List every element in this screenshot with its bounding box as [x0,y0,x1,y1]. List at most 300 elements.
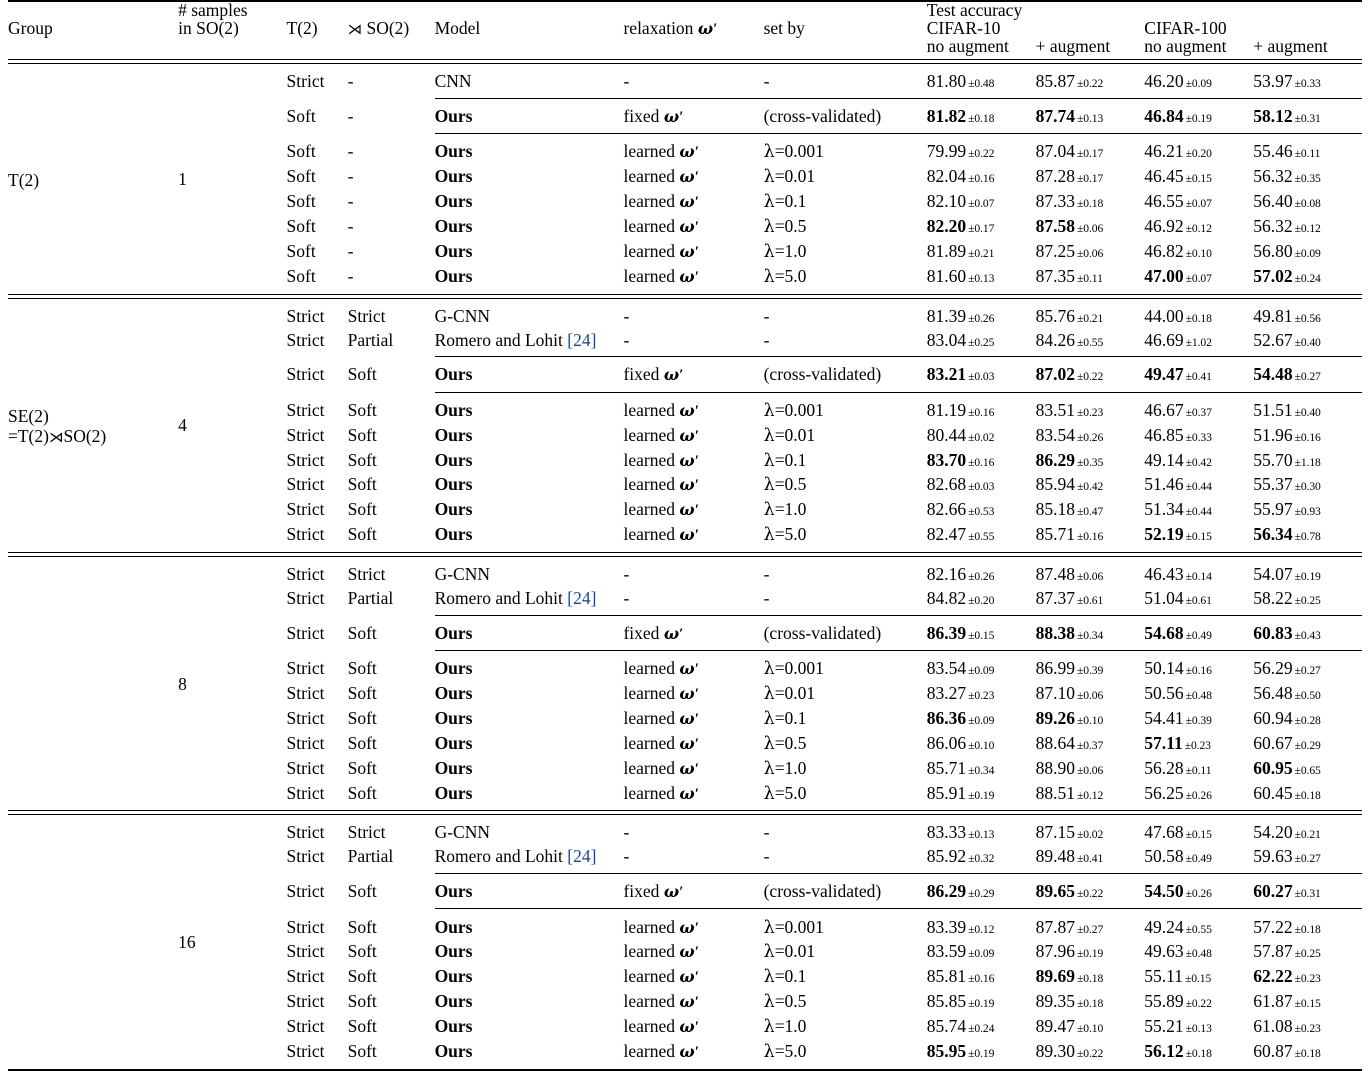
cell-accuracy: 49.14 ±0.42 [1144,449,1212,470]
cell-relaxation: fixed ω′ [623,881,684,902]
cell-so2: Soft [347,1016,377,1037]
cell-set-by: λ=0.1 [763,707,807,729]
cell-accuracy: 89.26 ±0.10 [1035,707,1104,728]
cell-t2: Strict [286,622,325,643]
cell-accuracy: 57.11 ±0.23 [1144,732,1211,753]
cell-so2: Strict [347,305,386,326]
cell-accuracy: 89.69 ±0.18 [1035,966,1104,987]
cell-stddev: ±0.06 [1077,222,1104,236]
cell-accuracy: 61.08 ±0.23 [1253,1016,1321,1037]
cell-t2: Strict [286,757,325,778]
cell-accuracy: 44.00 ±0.18 [1144,305,1212,326]
n-samples-value: 8 [178,673,187,694]
cell-t2: Strict [286,329,325,350]
cell-set-by: λ=0.001 [763,916,824,938]
cell-stddev: ±0.12 [1185,222,1212,236]
cell-accuracy: 57.87 ±0.25 [1253,941,1321,962]
cell-set-by: - [763,587,770,608]
cell-accuracy: 81.19 ±0.16 [926,399,995,420]
cell-stddev: ±0.15 [1185,972,1212,986]
cell-stddev: ±0.15 [1294,997,1321,1011]
header-cifar100-no-augment: no augment [1144,35,1227,56]
cell-stddev: ±0.65 [1294,763,1321,777]
cell-so2: Strict [347,822,386,843]
cell-stddev: ±0.07 [1185,197,1212,211]
cell-stddev: ±0.39 [1077,664,1104,678]
cell-accuracy: 87.02 ±0.22 [1035,364,1104,385]
cell-t2: Soft [286,191,316,212]
cell-model: Ours [434,399,473,420]
cell-accuracy: 56.12 ±0.18 [1144,1040,1212,1061]
cell-stddev: ±0.49 [1185,628,1212,642]
cell-accuracy: 60.83 ±0.43 [1253,622,1321,643]
cell-so2: Soft [347,941,377,962]
cell-t2: Strict [286,474,325,495]
cell-stddev: ±0.21 [1077,311,1104,325]
cell-stddev: ±0.09 [968,664,995,678]
citation-link: [24] [567,329,597,350]
cell-set-by: - [763,564,770,585]
cell-accuracy: 81.80 ±0.48 [926,71,995,92]
cell-stddev: ±0.16 [968,972,995,986]
cell-so2: Soft [347,499,377,520]
cell-so2: Soft [347,622,377,643]
cell-relaxation: learned ω′ [623,732,699,753]
header-top-spacer [287,2,927,20]
cell-accuracy: 46.69 ±1.02 [1144,329,1212,350]
cell-set-by: λ=0.1 [763,966,807,988]
cell-accuracy: 85.71 ±0.34 [926,757,995,778]
cell-accuracy: 56.80 ±0.09 [1253,240,1321,261]
cell-accuracy: 89.65 ±0.22 [1035,881,1104,902]
cell-accuracy: 88.38 ±0.34 [1035,622,1104,643]
cell-set-by: λ=0.5 [763,216,807,238]
cell-stddev: ±0.34 [968,763,995,777]
cell-stddev: ±0.12 [968,922,995,936]
cell-relaxation: - [623,822,630,843]
cell-model: Ours [434,881,473,902]
cell-t2: Strict [286,1016,325,1037]
cell-model: Ours [434,916,473,937]
cell-set-by: λ=1.0 [763,240,807,262]
cell-stddev: ±0.02 [1077,828,1104,842]
cell-stddev: ±0.27 [1294,664,1321,678]
cell-accuracy: 87.74 ±0.13 [1035,106,1104,127]
cell-t2: Strict [286,822,325,843]
cell-accuracy: 56.28 ±0.11 [1144,757,1212,778]
cell-stddev: ±0.78 [1294,530,1321,544]
cell-set-by: λ=0.5 [763,474,807,496]
cell-so2: - [347,141,354,162]
header-cifar100: CIFAR-100 [1144,17,1227,38]
cell-t2: Strict [286,499,325,520]
cell-accuracy: 50.58 ±0.49 [1144,846,1212,867]
cell-accuracy: 87.10 ±0.06 [1035,683,1104,704]
cell-t2: Strict [286,305,325,326]
cell-accuracy: 60.87 ±0.18 [1253,1040,1321,1061]
cell-stddev: ±0.19 [1185,112,1212,126]
cell-model: Ours [434,524,473,545]
cell-stddev: ±0.47 [1077,505,1104,519]
cell-t2: Strict [286,683,325,704]
cell-stddev: ±0.35 [1294,172,1321,186]
cell-accuracy: 86.29 ±0.35 [1035,449,1104,470]
cell-accuracy: 87.25 ±0.06 [1035,240,1104,261]
cell-stddev: ±0.25 [968,335,995,349]
cell-so2: Soft [347,474,377,495]
cell-model: Ours [434,991,473,1012]
cell-t2: Strict [286,449,325,470]
cell-stddev: ±0.25 [1294,593,1321,607]
cell-stddev: ±0.12 [1294,222,1321,236]
cell-set-by: - [763,822,770,843]
cell-set-by: λ=0.01 [763,166,816,188]
cell-t2: Strict [286,658,325,679]
header-cifar10-plus-augment: + augment [1035,35,1111,56]
cell-relaxation: - [623,564,630,585]
cell-stddev: ±0.06 [1077,246,1104,260]
cell-stddev: ±0.15 [1185,172,1212,186]
cell-accuracy: 56.29 ±0.27 [1253,658,1321,679]
cell-so2: Strict [347,564,386,585]
cell-relaxation: learned ω′ [623,683,699,704]
cell-stddev: ±0.18 [1294,1046,1321,1060]
cell-stddev: ±0.23 [1077,405,1104,419]
cell-so2: - [347,265,354,286]
cell-model: Ours [434,757,473,778]
cell-accuracy: 57.22 ±0.18 [1253,916,1321,937]
cell-accuracy: 55.11 ±0.15 [1144,966,1212,987]
cell-accuracy: 83.39 ±0.12 [926,916,995,937]
cell-accuracy: 89.48 ±0.41 [1035,846,1104,867]
cell-stddev: ±0.16 [1077,530,1104,544]
cell-set-by: (cross-validated) [763,881,882,902]
cell-stddev: ±0.13 [1185,1022,1212,1036]
cell-model: Ours [434,424,473,445]
cell-stddev: ±0.13 [968,271,995,285]
cell-model: Romero and Lohit [24] [434,587,597,608]
cell-so2: Partial [347,329,394,350]
cell-accuracy: 60.45 ±0.18 [1253,782,1321,803]
cell-stddev: ±0.41 [1185,370,1212,384]
cell-so2: Soft [347,524,377,545]
header-cifar10: CIFAR-10 [926,17,1001,38]
cell-model: Ours [434,941,473,962]
cell-accuracy: 88.51 ±0.12 [1035,782,1104,803]
table-row [8,70,1362,94]
cell-t2: Strict [286,399,325,420]
cell-stddev: ±0.16 [968,405,995,419]
cell-model: Ours [434,683,473,704]
cell-relaxation: learned ω′ [623,707,699,728]
cell-stddev: ±0.21 [1294,828,1321,842]
cell-set-by: λ=0.1 [763,449,807,471]
cell-accuracy: 85.18 ±0.47 [1035,499,1104,520]
cell-stddev: ±0.11 [1294,147,1321,161]
cell-stddev: ±0.93 [1294,505,1321,519]
header-cifar100-plus-augment: + augment [1253,35,1328,56]
header-nsamples-line1: # samples [178,0,248,20]
cell-accuracy: 46.85 ±0.33 [1144,424,1212,445]
cell-accuracy: 85.76 ±0.21 [1035,305,1104,326]
cell-stddev: ±0.49 [1185,852,1212,866]
cell-set-by: (cross-validated) [763,622,882,643]
cell-model: G-CNN [434,822,490,843]
cell-model: Ours [434,499,473,520]
cell-relaxation: learned ω′ [623,782,699,803]
cell-so2: Soft [347,707,377,728]
cell-relaxation: learned ω′ [623,424,699,445]
header-so2: ⋊ SO(2) [347,17,410,38]
cell-set-by: λ=0.01 [763,941,816,963]
cell-accuracy: 83.33 ±0.13 [926,822,995,843]
cell-stddev: ±0.11 [1185,763,1212,777]
cell-accuracy: 46.67 ±0.37 [1144,399,1212,420]
cell-stddev: ±0.37 [1185,405,1212,419]
cell-stddev: ±0.48 [1185,689,1212,703]
cell-stddev: ±0.29 [1294,738,1321,752]
cell-stddev: ±0.18 [1077,972,1104,986]
cell-stddev: ±0.31 [1294,887,1321,901]
cell-accuracy: 56.40 ±0.08 [1253,191,1321,212]
cell-stddev: ±0.18 [1294,788,1321,802]
cell-so2: Soft [347,881,377,902]
cell-accuracy: 82.16 ±0.26 [926,564,995,585]
cell-so2: Partial [347,587,394,608]
cell-accuracy: 81.82 ±0.18 [926,106,995,127]
cell-accuracy: 87.15 ±0.02 [1035,822,1104,843]
cell-accuracy: 49.24 ±0.55 [1144,916,1212,937]
cell-stddev: ±0.22 [1077,77,1104,91]
cell-relaxation: - [623,587,630,608]
cell-so2: Partial [347,846,394,867]
cell-t2: Strict [286,991,325,1012]
header-nsamples-line2: in SO(2) [178,17,239,38]
cell-stddev: ±0.18 [968,112,995,126]
cell-stddev: ±0.56 [1294,311,1321,325]
cell-relaxation: - [623,846,630,867]
cell-stddev: ±0.24 [1294,271,1321,285]
cell-stddev: ±0.55 [968,530,995,544]
cell-accuracy: 55.21 ±0.13 [1144,1016,1212,1037]
cell-set-by: (cross-validated) [763,106,882,127]
cell-stddev: ±0.20 [1185,147,1212,161]
cell-stddev: ±0.19 [1294,570,1321,584]
cell-relaxation: learned ω′ [623,524,699,545]
cell-accuracy: 83.04 ±0.25 [926,329,995,350]
cell-so2: - [347,191,354,212]
cell-stddev: ±0.24 [968,1022,995,1036]
cell-model: Romero and Lohit [24] [434,846,597,867]
cell-accuracy: 83.54 ±0.26 [1035,424,1104,445]
cell-stddev: ±0.06 [1077,763,1104,777]
cell-model: G-CNN [434,564,490,585]
cell-stddev: ±0.19 [968,1046,995,1060]
cell-accuracy: 89.47 ±0.10 [1035,1016,1104,1037]
cell-t2: Soft [286,106,316,127]
cell-stddev: ±1.02 [1185,335,1212,349]
cell-accuracy: 47.00 ±0.07 [1144,265,1212,286]
cell-accuracy: 56.48 ±0.50 [1253,683,1321,704]
cell-accuracy: 83.21 ±0.03 [926,364,995,385]
cell-t2: Strict [286,364,325,385]
cell-accuracy: 79.99 ±0.22 [926,141,995,162]
cell-stddev: ±0.22 [968,147,995,161]
header-group: Group [8,17,53,38]
cell-set-by: λ=1.0 [763,757,807,779]
results-table [8,0,1362,1071]
cell-model: Ours [434,191,473,212]
cell-model: Ours [434,449,473,470]
cell-stddev: ±0.16 [1185,664,1212,678]
cell-accuracy: 47.68 ±0.15 [1144,822,1212,843]
cell-relaxation: fixed ω′ [623,622,684,643]
cell-relaxation: learned ω′ [623,991,699,1012]
cell-stddev: ±0.35 [1077,455,1104,469]
cell-accuracy: 56.32 ±0.12 [1253,216,1321,237]
cell-stddev: ±0.37 [1077,738,1104,752]
cell-relaxation: learned ω′ [623,499,699,520]
cell-accuracy: 55.70 ±1.18 [1253,449,1321,470]
cell-set-by: - [763,329,770,350]
cell-stddev: ±0.15 [1185,828,1212,842]
cell-stddev: ±0.22 [1077,1046,1104,1060]
group-label [8,821,178,1064]
cell-accuracy: 51.04 ±0.61 [1144,587,1212,608]
cell-t2: Strict [286,916,325,937]
cell-stddev: ±0.23 [968,689,995,703]
cell-accuracy: 51.96 ±0.16 [1253,424,1321,445]
cell-accuracy: 87.37 ±0.61 [1035,587,1104,608]
cell-stddev: ±0.09 [968,947,995,961]
cell-model: Ours [434,1016,473,1037]
cell-stddev: ±0.06 [1077,689,1104,703]
cell-so2: Soft [347,399,377,420]
cell-stddev: ±0.23 [1294,1022,1321,1036]
cell-accuracy: 61.87 ±0.15 [1253,991,1321,1012]
cell-stddev: ±0.27 [1294,370,1321,384]
cell-relaxation: learned ω′ [623,141,699,162]
cell-stddev: ±0.16 [1294,430,1321,444]
cell-accuracy: 85.71 ±0.16 [1035,524,1104,545]
cell-relaxation: fixed ω′ [623,364,684,385]
cell-model: Ours [434,240,473,261]
cell-accuracy: 55.37 ±0.30 [1253,474,1321,495]
cell-stddev: ±0.06 [1077,570,1104,584]
cell-stddev: ±0.07 [968,197,995,211]
cell-accuracy: 60.27 ±0.31 [1253,881,1321,902]
cell-accuracy: 54.68 ±0.49 [1144,622,1212,643]
cell-stddev: ±0.22 [1077,887,1104,901]
cell-so2: Soft [347,364,377,385]
cell-accuracy: 62.22 ±0.23 [1253,966,1321,987]
cell-stddev: ±0.43 [1294,628,1321,642]
cell-accuracy: 60.94 ±0.28 [1253,707,1321,728]
cell-stddev: ±0.61 [1077,593,1104,607]
cell-relaxation: learned ω′ [623,265,699,286]
cell-t2: Strict [286,707,325,728]
cell-accuracy: 86.36 ±0.09 [926,707,995,728]
cell-accuracy: 55.46 ±0.11 [1253,141,1321,162]
table-row [8,563,1362,587]
cell-accuracy: 53.97 ±0.33 [1253,71,1321,92]
cell-stddev: ±0.09 [1294,246,1321,260]
cell-stddev: ±0.18 [1294,922,1321,936]
cell-stddev: ±0.18 [1077,197,1104,211]
cell-accuracy: 83.27 ±0.23 [926,683,995,704]
cell-accuracy: 50.14 ±0.16 [1144,658,1212,679]
cell-accuracy: 87.33 ±0.18 [1035,191,1104,212]
cell-model: Ours [434,707,473,728]
cell-stddev: ±0.09 [1185,77,1212,91]
cell-relaxation: learned ω′ [623,166,699,187]
cell-accuracy: 86.99 ±0.39 [1035,658,1104,679]
cell-model: Ours [434,1040,473,1061]
cell-accuracy: 80.44 ±0.02 [926,424,995,445]
cell-set-by: λ=5.0 [763,265,807,287]
cell-stddev: ±0.10 [968,738,995,752]
cell-stddev: ±0.42 [1077,480,1104,494]
cell-set-by: λ=0.01 [763,424,816,446]
cell-model: CNN [434,71,472,92]
cell-accuracy: 46.84 ±0.19 [1144,106,1212,127]
cell-stddev: ±0.40 [1294,405,1321,419]
cell-model: Ours [434,265,473,286]
cell-so2: - [347,71,354,92]
cell-so2: Soft [347,449,377,470]
cell-stddev: ±0.16 [968,172,995,186]
cell-accuracy: 59.63 ±0.27 [1253,846,1321,867]
cell-accuracy: 85.95 ±0.19 [926,1040,995,1061]
cell-accuracy: 49.47 ±0.41 [1144,364,1212,385]
n-samples-value: 16 [178,932,196,953]
cell-accuracy: 85.94 ±0.42 [1035,474,1104,495]
cell-so2: Soft [347,424,377,445]
cell-accuracy: 84.26 ±0.55 [1035,329,1104,350]
cell-so2: Soft [347,966,377,987]
cell-accuracy: 57.02 ±0.24 [1253,265,1321,286]
cell-accuracy: 85.74 ±0.24 [926,1016,995,1037]
cell-so2: - [347,106,354,127]
cell-so2: Soft [347,732,377,753]
cell-set-by: - [763,846,770,867]
cell-accuracy: 46.43 ±0.14 [1144,564,1212,585]
n-samples-value: 1 [178,169,187,189]
cell-stddev: ±0.10 [1185,246,1212,260]
cell-accuracy: 54.41 ±0.39 [1144,707,1212,728]
cell-t2: Strict [286,732,325,753]
cell-accuracy: 46.55 ±0.07 [1144,191,1212,212]
cell-accuracy: 56.25 ±0.26 [1144,782,1212,803]
cell-stddev: ±0.19 [968,997,995,1011]
cell-model: Ours [434,966,473,987]
cell-stddev: ±0.29 [968,887,995,901]
cell-set-by: λ=1.0 [763,499,807,521]
cell-accuracy: 54.20 ±0.21 [1253,822,1321,843]
cell-so2: Soft [347,757,377,778]
cell-accuracy: 46.92 ±0.12 [1144,216,1212,237]
cell-relaxation: learned ω′ [623,658,699,679]
cell-t2: Strict [286,587,325,608]
cell-so2: Soft [347,683,377,704]
cell-set-by: λ=0.1 [763,191,807,213]
cell-t2: Strict [286,71,325,92]
cell-relaxation: learned ω′ [623,1016,699,1037]
cell-relaxation: learned ω′ [623,191,699,212]
cell-set-by: λ=1.0 [763,1016,807,1038]
cell-set-by: λ=5.0 [763,1040,807,1062]
cell-stddev: ±1.18 [1294,455,1321,469]
